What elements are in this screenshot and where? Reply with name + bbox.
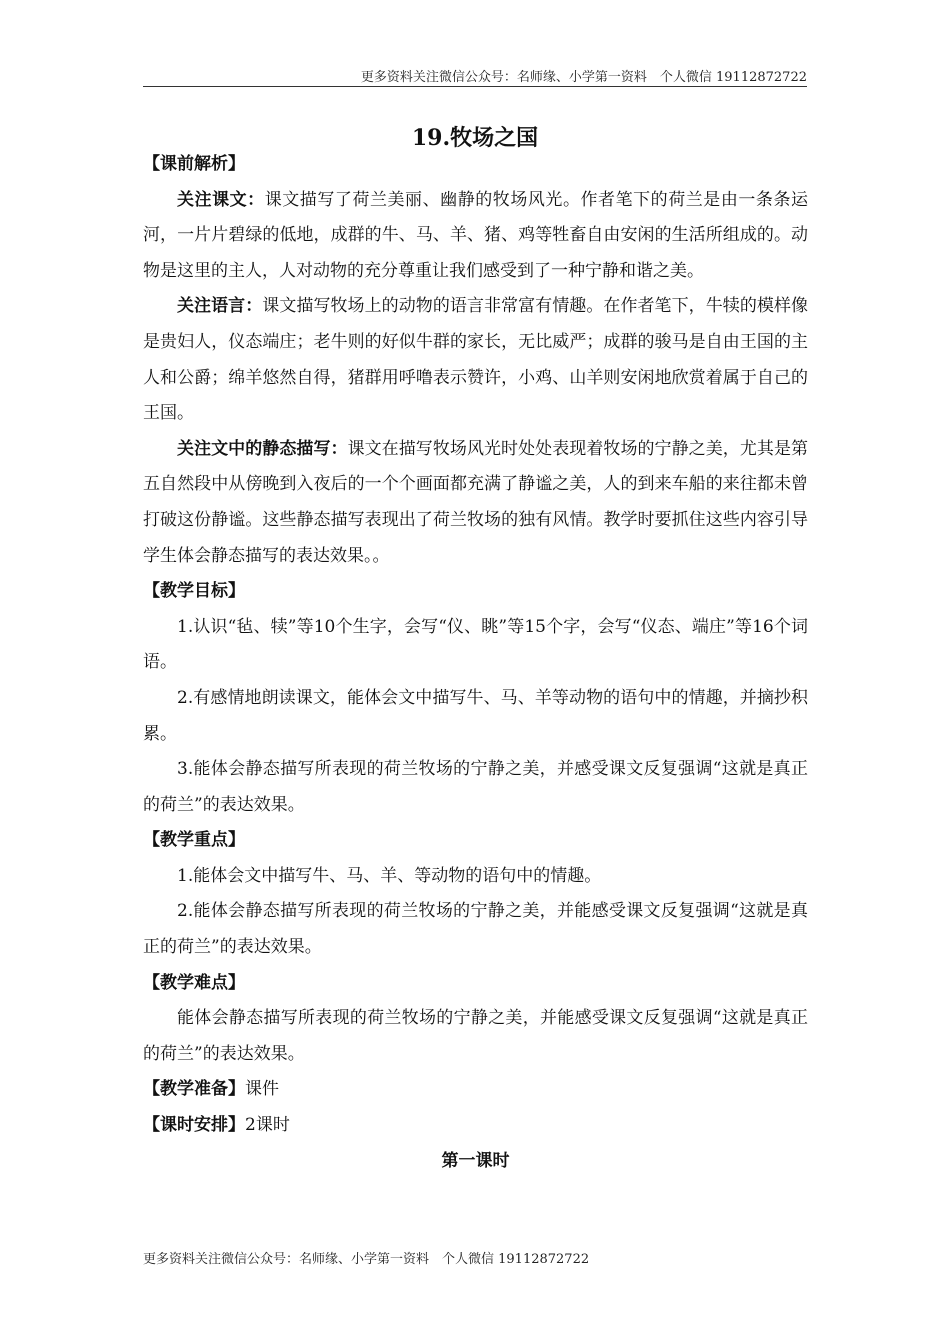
- document-body: [143, 147, 808, 1179]
- schedule-line: [143, 1108, 808, 1144]
- schedule-text: 2课时: [245, 1115, 290, 1136]
- analysis-paragraph-1: [143, 183, 808, 290]
- paragraph-label: 关注课文：: [177, 189, 265, 210]
- difficulty-text: 能体会静态描写所表现的荷兰牧场的宁静之美，并能感受课文反复强调“这就是真正的荷兰”的表达效果。: [143, 1008, 808, 1064]
- lesson-title: 19.牧场之国: [411, 125, 539, 151]
- section-heading-key-points: 【教学重点】: [143, 830, 245, 851]
- page-header: 更多资料关注微信公众号：名师缘、小学第一资料 个人微信 19112872722: [360, 70, 807, 85]
- paragraph-text: 课文描写牧场上的动物的语言非常富有情趣。在作者笔下，牛犊的模样像是贵妇人，仪态端庄；老牛则的好似牛群的家长，无比威严；成群的骏马是自由王国的主人和公爵；绵羊悠然自得，猪群用呼噜表示赞许，小鸡、山羊则安闲地欣赏着属于自己的王国。: [143, 296, 809, 424]
- lesson-period-title: 第一课时: [441, 1150, 510, 1171]
- page-footer: 更多资料关注微信公众号：名师缘、小学第一资料 个人微信 19112872722: [143, 1252, 590, 1267]
- paragraph-label: 关注语言：: [177, 296, 263, 317]
- section-heading-difficulties: 【教学难点】: [143, 972, 245, 993]
- paragraph-text: 课文描写了荷兰美丽、幽静的牧场风光。作者笔下的荷兰是由一条条运河，一片片碧绿的低地，成群的牛、马、羊、猪、鸡等牲畜自由安闲的生活所组成的。动物是这里的主人，人对动物的充分尊重让我们感受到了一种宁静和谐之美。: [143, 189, 809, 281]
- goal-item: 1.认识“毡、犊”等10个生字，会写“仪、眺”等15个字，会写“仪态、端庄”等16个词语。: [143, 616, 808, 673]
- paragraph-label: 关注文中的静态描写：: [177, 438, 348, 459]
- section-heading-analysis: 【课前解析】: [143, 154, 245, 174]
- goal-item: 3.能体会静态描写所表现的荷兰牧场的宁静之美，并感受课文反复强调“这就是真正的荷兰”的表达效果。: [143, 759, 808, 815]
- preparation-line: [143, 1072, 808, 1108]
- preparation-text: 课件: [245, 1079, 279, 1100]
- goal-item: 2.有感情地朗读课文，能体会文中描写牛、马、羊等动物的语句中的情趣，并摘抄积累。: [143, 687, 808, 744]
- analysis-paragraph-3: [143, 432, 808, 574]
- section-heading-schedule: 【课时安排】: [143, 1115, 245, 1136]
- analysis-paragraph-2: [143, 289, 808, 431]
- paragraph-text: 课文在描写牧场风光时处处表现着牧场的宁静之美，尤其是第五自然段中从傍晚到入夜后的一个个画面都充满了静谧之美，人的到来车船的来往都未曾打破这份静谧。这些静态描写表现出了荷兰牧场的独有风情。教学时要抓住这些内容引导学生体会静态描写的表达效果。。: [143, 438, 809, 566]
- section-heading-preparation: 【教学准备】: [143, 1079, 245, 1100]
- key-point-item: 1.能体会文中描写牛、马、羊、等动物的语句中的情趣。: [177, 865, 602, 886]
- header-divider: [143, 86, 807, 87]
- section-heading-goals: 【教学目标】: [143, 581, 245, 602]
- key-point-item: 2.能体会静态描写所表现的荷兰牧场的宁静之美，并能感受课文反复强调“这就是真正的荷兰”的表达效果。: [143, 901, 808, 958]
